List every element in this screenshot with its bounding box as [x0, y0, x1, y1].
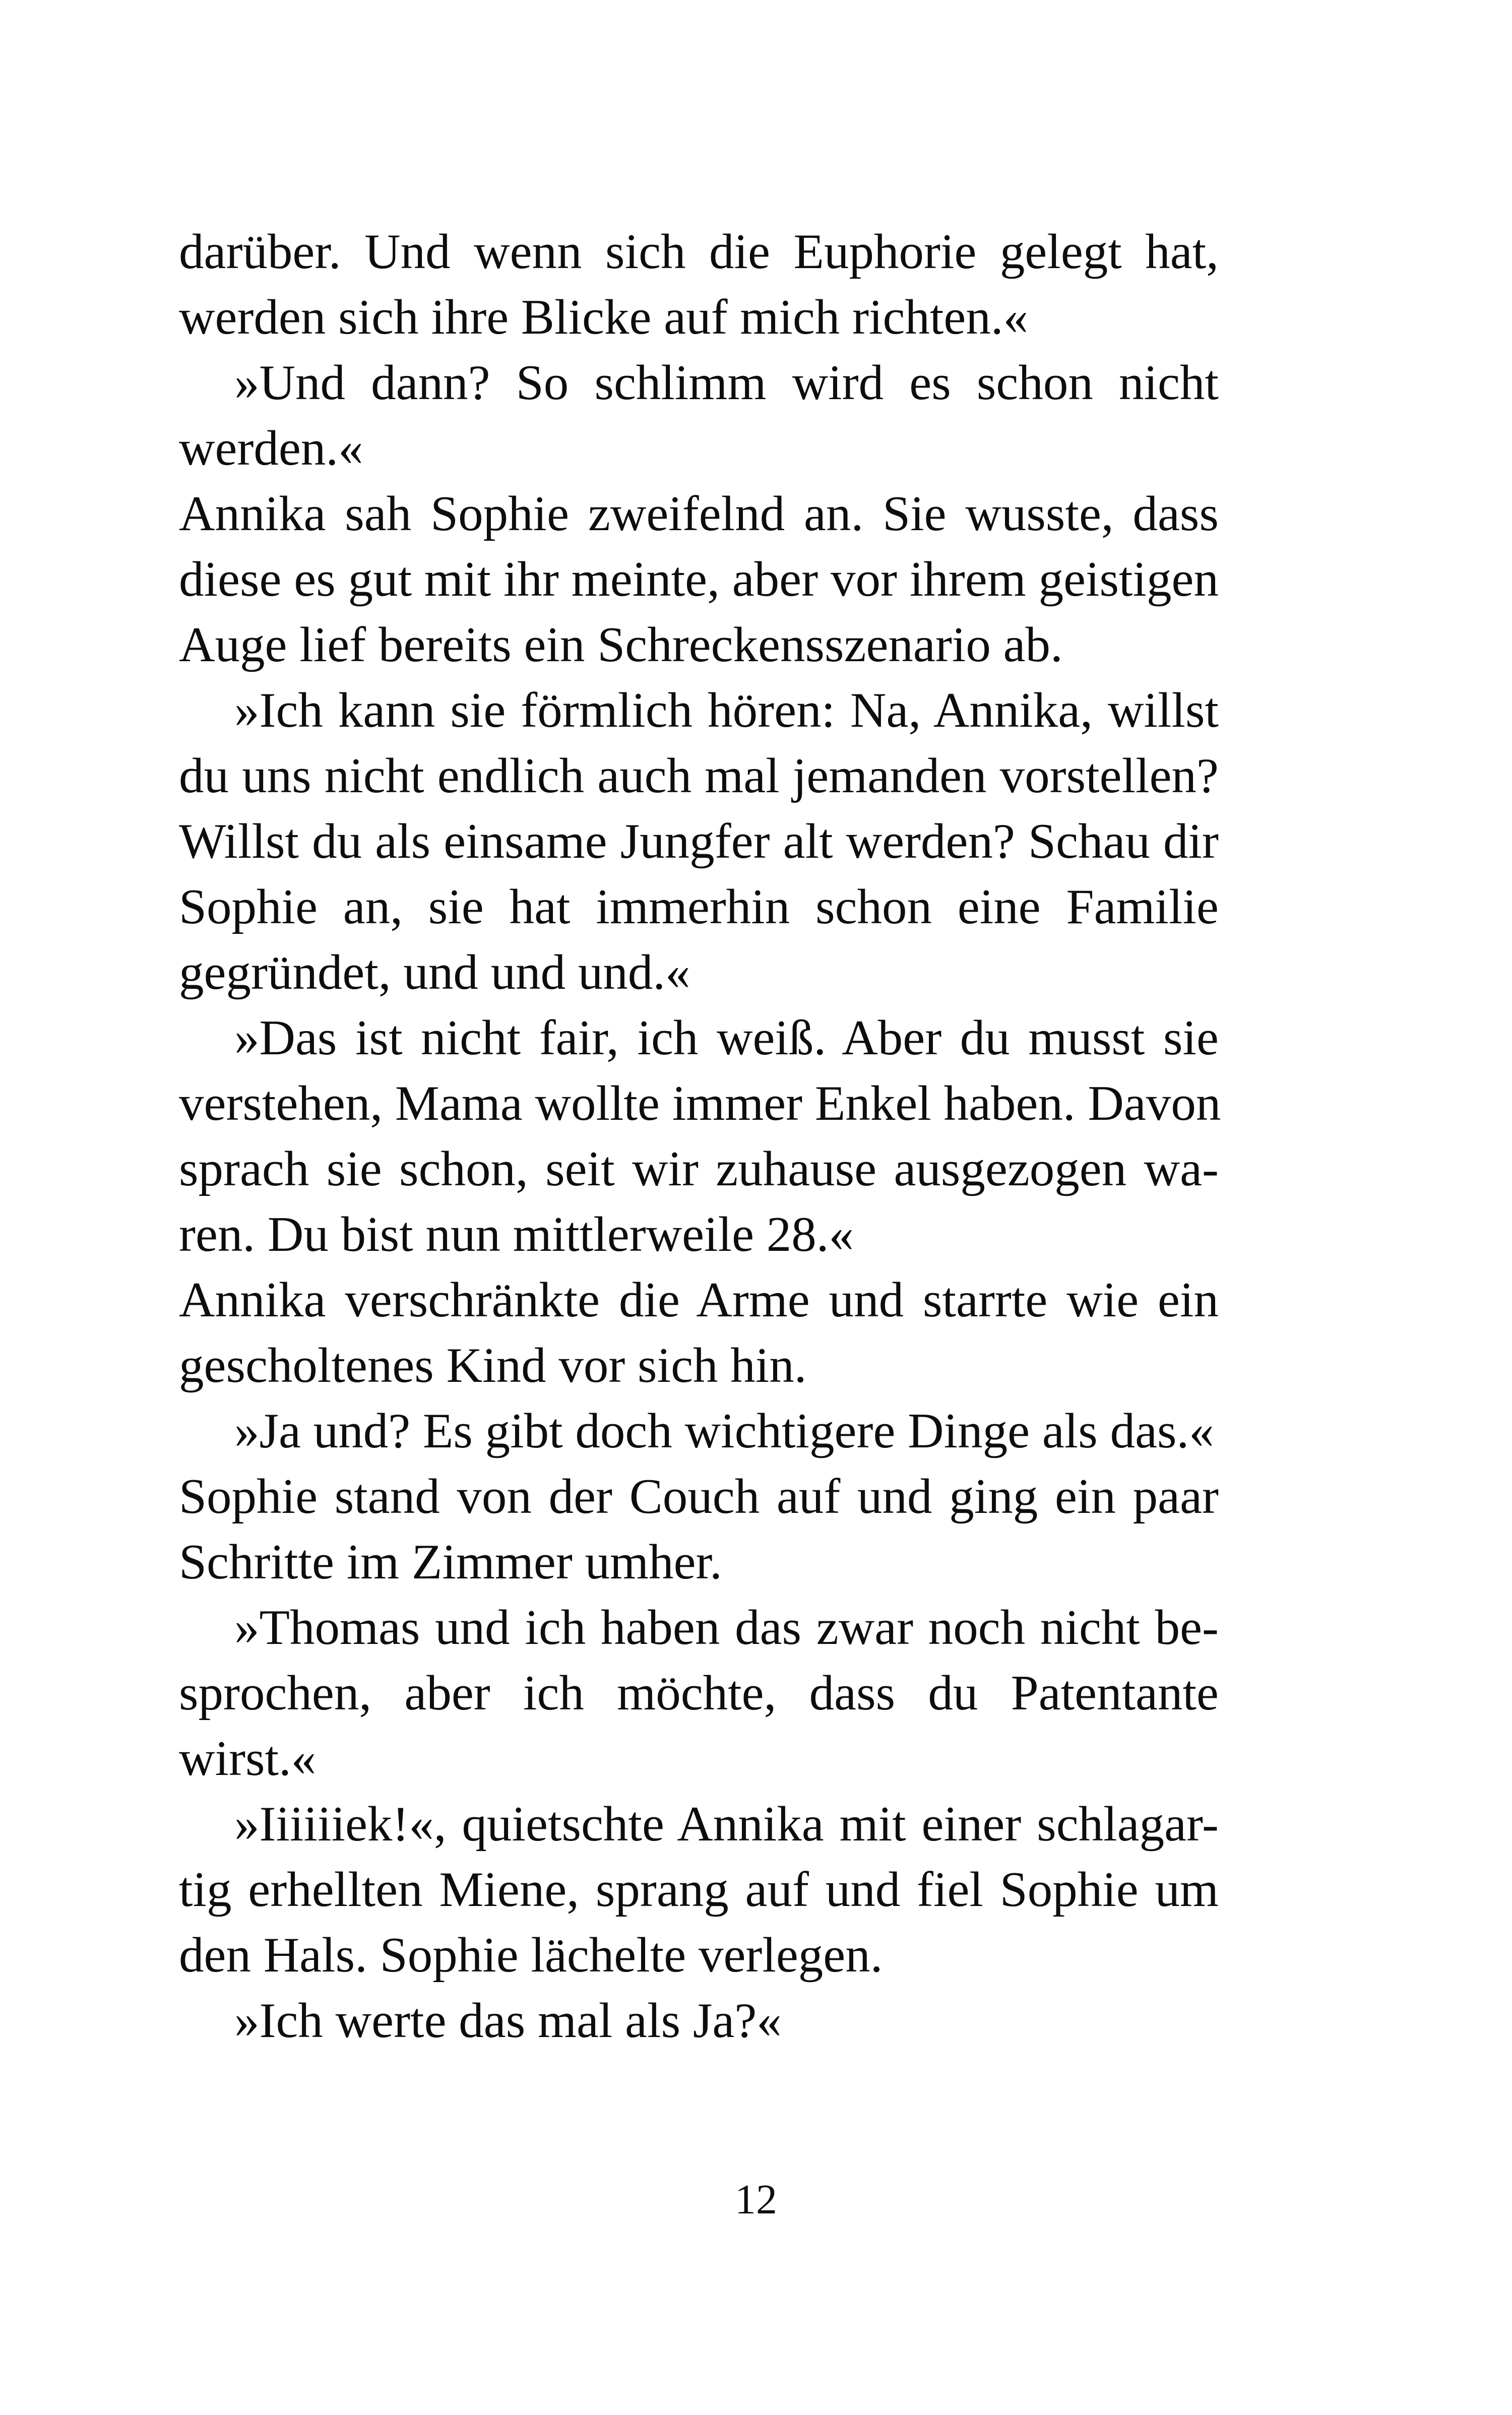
text-line: ren. Du bist nun mittlerweile 28.«	[179, 1207, 854, 1262]
text-line: Auge lief bereits ein Schreckensszenario ab.	[179, 617, 1063, 672]
text-line: Sophie an, sie hat immerhin schon eine Familie	[179, 879, 1219, 934]
text-line: gegründet, und und und.«	[179, 945, 690, 1000]
text-line: Annika verschränkte die Arme und starrte wie ein	[179, 1273, 1219, 1327]
text-line: »Das ist nicht fair, ich weiß. Aber du musst sie	[234, 1010, 1219, 1065]
text-line: sprach sie schon, seit wir zuhause ausgezogen wa-	[179, 1141, 1219, 1196]
text-line: werden.«	[179, 421, 363, 476]
text-line: »Ich werte das mal als Ja?«	[234, 1993, 782, 2048]
text-line: »Iiiiiiek!«, quietschte Annika mit einer schlagar-	[234, 1797, 1219, 1852]
text-line: du uns nicht endlich auch mal jemanden vorstellen?	[179, 748, 1219, 803]
text-line: »Und dann? So schlimm wird es schon nicht	[234, 355, 1219, 410]
text-line: »Thomas und ich haben das zwar noch nicht be-	[234, 1600, 1219, 1655]
text-line: »Ja und? Es gibt doch wichtigere Dinge als das.«	[234, 1404, 1214, 1458]
text-line: verstehen, Mama wollte immer Enkel haben. Davon	[179, 1076, 1221, 1131]
page-number: 12	[735, 2176, 777, 2223]
text-line: gescholtenes Kind vor sich hin.	[179, 1338, 807, 1393]
text-line: Willst du als einsame Jungfer alt werden? Schau dir	[179, 814, 1219, 869]
text-line: Sophie stand von der Couch auf und ging ein paar	[179, 1469, 1219, 1524]
text-line: den Hals. Sophie lächelte verlegen.	[179, 1928, 883, 1983]
text-line: wirst.«	[179, 1731, 317, 1786]
text-line: tig erhellten Miene, sprang auf und fiel Sophie um	[179, 1862, 1219, 1917]
text-line: Annika sah Sophie zweifelnd an. Sie wusste, dass	[179, 486, 1219, 541]
text-line: darüber. Und wenn sich die Euphorie gelegt hat,	[179, 224, 1219, 279]
text-line: Schritte im Zimmer umher.	[179, 1535, 722, 1590]
text-line: sprochen, aber ich möchte, dass du Patentante	[179, 1666, 1219, 1721]
text-line: werden sich ihre Blicke auf mich richten.«	[179, 290, 1029, 345]
text-line: diese es gut mit ihr meinte, aber vor ihrem geistigen	[179, 552, 1219, 607]
text-line: »Ich kann sie förmlich hören: Na, Annika, willst	[234, 683, 1219, 738]
